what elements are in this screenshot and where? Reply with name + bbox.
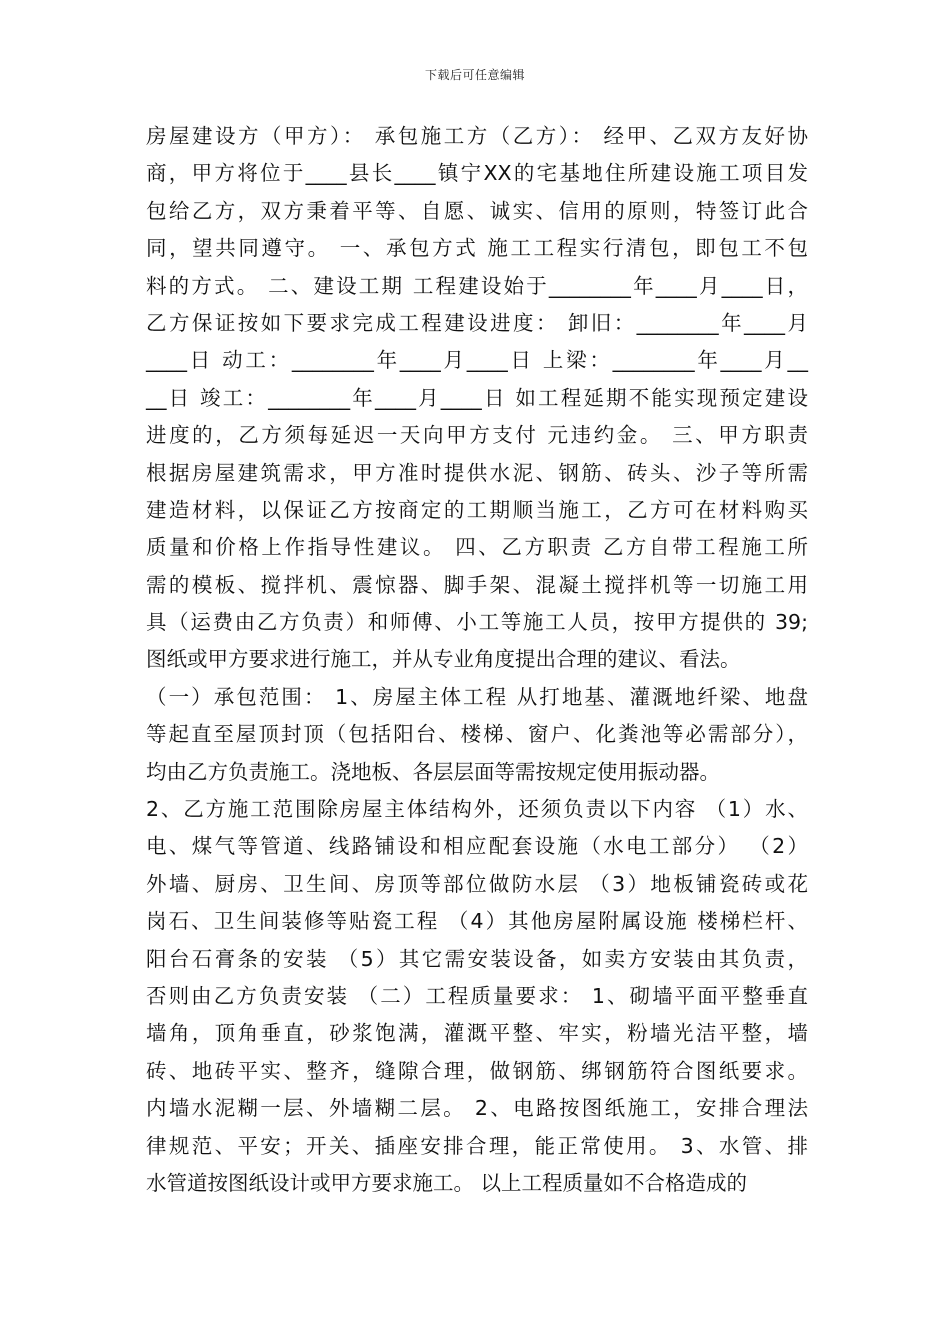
text-line: （一）承包范围： 1、房屋主体工程 从打地基、灌溉地纤梁、地盘 [146, 684, 808, 709]
text-line: ____日 动工：________年____月____日 上梁：________年____月__ [146, 348, 808, 373]
page-header: 下载后可任意编辑 [424, 68, 525, 82]
text-line: __日 竣工：________年____月____日 如工程延期不能实现预定建设 [146, 385, 808, 410]
text-line: 外墙、厨房、卫生间、房顶等部位做防水层 （3）地板铺瓷砖或花 [146, 871, 808, 896]
text-line: 料的方式。 二、建设工期 工程建设始于________年____月____日， [146, 273, 808, 298]
text-line: 否则由乙方负责安装 （二）工程质量要求： 1、砌墙平面平整垂直 [146, 983, 808, 1008]
text-line: 包给乙方，双方秉着平等、自愿、诚实、信用的原则，特签订此合 [146, 198, 808, 223]
text-line: 律规范、平安；开关、插座安排合理，能正常使用。 3、水管、排 [146, 1133, 808, 1158]
contract-body [146, 118, 808, 1202]
text-line: 墙角，顶角垂直，砂浆饱满，灌溉平整、牢实，粉墙光洁平整，墙 [146, 1021, 808, 1046]
text-line: 质量和价格上作指导性建议。 四、乙方职责 乙方自带工程施工所 [146, 535, 808, 560]
text-line: 乙方保证按如下要求完成工程建设进度： 卸旧：________年____月 [146, 310, 808, 335]
text-line: 商，甲方将位于____县长____镇宁XX的宅基地住所建设施工项目发 [146, 161, 808, 186]
text-line: 建造材料，以保证乙方按商定的工期顺当施工，乙方可在材料购买 [146, 497, 808, 522]
text-line: 根据房屋建筑需求，甲方准时提供水泥、钢筋、砖头、沙子等所需 [146, 460, 808, 485]
text-line: 2、乙方施工范围除房屋主体结构外，还须负责以下内容 （1）水、 [146, 797, 808, 822]
text-line: 均由乙方负责施工。浇地板、各层层面等需按规定使用振动器。 [146, 759, 720, 784]
text-line: 需的模板、搅拌机、震惊器、脚手架、混凝土搅拌机等一切施工用 [146, 572, 808, 597]
text-line: 砖、地砖平实、整齐，缝隙合理，做钢筋、绑钢筋符合图纸要求。 [146, 1058, 808, 1083]
text-line: 具（运费由乙方负责）和师傅、小工等施工人员，按甲方提供的 39; [146, 610, 808, 635]
text-line: 电、煤气等管道、线路铺设和相应配套设施（水电工部分） （2） [146, 834, 808, 859]
text-line: 同，望共同遵守。 一、承包方式 施工工程实行清包，即包工不包 [146, 236, 808, 261]
text-line: 阳台石膏条的安装 （5）其它需安装设备，如卖方安装由其负责， [146, 946, 808, 971]
text-line: 水管道按图纸设计或甲方要求施工。 以上工程质量如不合格造成的 [146, 1170, 748, 1195]
text-line: 内墙水泥糊一层、外墙糊二层。 2、电路按图纸施工，安排合理法 [146, 1096, 808, 1121]
text-line: 进度的，乙方须每延迟一天向甲方支付 元违约金。 三、甲方职责 [146, 423, 808, 448]
text-line: 房屋建设方（甲方）： 承包施工方（乙方）： 经甲、乙双方友好协 [146, 124, 808, 148]
text-line: 图纸或甲方要求进行施工，并从专业角度提出合理的建议、看法。 [146, 647, 741, 672]
text-line: 岗石、卫生间装修等贴瓷工程 （4）其他房屋附属设施 楼梯栏杆、 [146, 909, 808, 934]
text-line: 等起直至屋顶封顶（包括阳台、楼梯、窗户、化粪池等必需部分）， [146, 722, 808, 747]
